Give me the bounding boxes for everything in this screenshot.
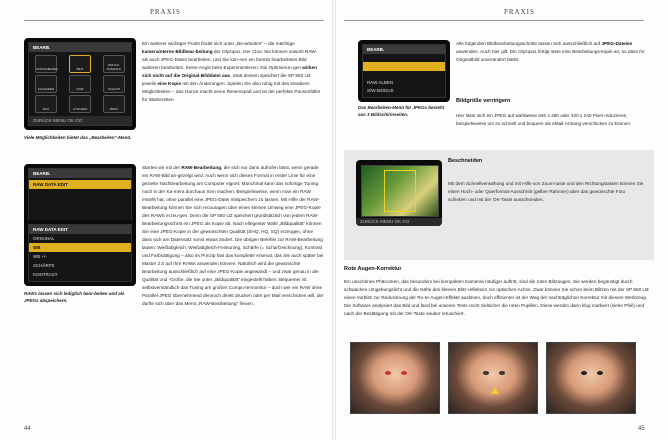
raw-menu-lcd-1 (28, 168, 132, 226)
left-running-head: PRAXIS (150, 8, 181, 16)
crop-icon (35, 55, 57, 73)
redeye-heading: Rote Augen-Korrektur (344, 266, 402, 272)
raw-paragraph: Starten wir mit der RAW-Bearbeitung, die sich nur dann aufrufen lässt, wenn gerade ein RAW-Bild an-gezeigt wird. Auch wenn sich dieses Format in erster Linie für eine gezielte Nachbearbeitung am Computer eignet: Manchmal kann das sofortige Tuning noch in der Ka-mera durchaus Sinn machen. Beispielsweise, wenn man ein RAW erstellt hat, ohne parallel eine JPEG-Datei mitspeichern zu lassen. Mit Hilfe der RAW-Bearbeitung können Sie sich recouragen über einen kleinen Umweg eine JPEG-Kopie des RAWS erzeu-gen. Denn die SP 550 UZ speichert grundsätzlich von jedem RAW-Bearbeitungsschritt ein JPEG als Kopie ab. Nach ellegenter Wahl „Bildqualität“ können Sie eine JPEG-Kopie in der gewünschten Qualität (SHQ, HQ, SQ) erzeugen, ohne dass sich am Datensatz sonst etwas ändert. Die übrigen Befehle zur RAW-Bearbeitung lauten: Weißabgleich, Weißabgleich-Feintuning, Schärfe (= Scharfzeichnung), Kontrast und Farbsättigung – also im Prinzip fast das komplette Arsenal, das Sie auch später bei Master 2.0 auf Ihre RAWs anwenden können. Natürlich wird die gewünschte Bearbeitung ausschließlich auf eine JPEG-Kopie angewandt – und zwar genau in der Qualität und -Größe, die Sie unter „Bildqualität“ eingestellt haben. Bequemer ist selbstverständlich das Tuning am großen Compu-termonitor – doch wer ein RAW ohne Parallel-JPEG übernehmend dennoch direkt drucken oder per Mail verschicken will, der dürfte sich über das Menü „RAW-Bearbeitung“ freuen. (142, 165, 324, 306)
icon-label: KALENDER (37, 87, 55, 91)
crop-frame (384, 170, 416, 212)
delete-icon (69, 95, 91, 113)
raw-icon (69, 75, 91, 93)
print-order-icon (103, 55, 125, 73)
icon-label: MENÜ (109, 107, 119, 111)
fixed-pupil-right (597, 371, 603, 375)
icon-label: SCHUTZ (107, 87, 121, 91)
redeye-photo-before (350, 342, 440, 414)
calendar-icon (35, 75, 57, 93)
detected-pupil-left (483, 371, 489, 375)
arrow-icon (491, 387, 499, 394)
raw-caption: RAWs lassen sich lediglich bear-beiten und als JPEGs abspeichern. (24, 291, 125, 303)
crop-heading: Beschneiden (448, 158, 483, 164)
right-head-rule (344, 20, 644, 21)
icon-label: ZUSCHNEIDEN (36, 67, 58, 71)
jpeg-menu-lcd (362, 44, 446, 98)
left-page (0, 0, 332, 440)
protect-icon (103, 75, 125, 93)
fixed-pupil-left (581, 371, 587, 375)
raw-edit-title: RAW DATA EDIT (29, 225, 131, 234)
raw-edit-row: ORIGINAL (33, 236, 55, 241)
edit-menu-screenshot (24, 38, 136, 130)
jpeg-menu-screenshot (358, 40, 450, 102)
left-page-number: 44 (24, 426, 31, 432)
raw-menu-screenshot-2 (24, 220, 136, 286)
red-pupil-right (401, 371, 407, 375)
icon-label: LÖSCHEN (72, 107, 88, 111)
icon-label: RAW (76, 87, 84, 91)
raw-edit-row-selected: WB (29, 243, 131, 252)
menu-icon (103, 95, 125, 113)
raw-menu-row (29, 200, 131, 209)
crop-footer: ZURÜCK MENU OK GO (356, 218, 442, 226)
left-head-rule (24, 20, 324, 21)
crop-photo (361, 165, 439, 217)
image-icon (69, 55, 91, 73)
detected-pupil-right (499, 371, 505, 375)
redeye-photo-after (546, 342, 636, 414)
jpeg-menu-caption: Das Bearbeiten-Menü für JPEGs besteht aus 3 Bildschirmseiten. (358, 105, 445, 117)
resize-paragraph: Hier lässt sich ein JPEG auf wahlweise 640 x 480 oder 320 x 240 Pixel reduzieren, beispielsweise um es schnell und bequem als eMail-Anhang verschicken zu können. (456, 113, 632, 126)
right-page-number: 45 (638, 426, 645, 432)
jpeg-menu-title: BEARB. (363, 45, 445, 54)
crop-info-box (344, 150, 654, 260)
crop-paragraph: Mit dem Schnellverwähung und mit Hilfe von Zoom-taste und den Richtungstasten können Sie einen Hoch- oder Querformat-Ausschnitt (gelber Rahmen) über das gewünschte Foto schieben und mit der OK-Taste ausschneiden. (448, 181, 644, 202)
edit-menu-lcd (28, 42, 132, 126)
right-running-head: PRAXIS (504, 8, 535, 16)
red-pupil-left (385, 371, 391, 375)
jpeg-menu-row: RAW ALBEN (367, 80, 394, 85)
box-icon (35, 95, 57, 113)
icon-label: BILD (76, 67, 84, 71)
raw-edit-row: WB +/- (33, 254, 47, 259)
redeye-paragraph: Ein unschönes Phänomen, das besonders bei kompakten Kameras häufiger auftritt, sind die roten Blitzaugen. Sie werden begünstigt durch schwaches Umgebungslicht und die Nähe des kleinen Blitz-reflektors zur optischen Achse. Zwar können Sie schon beim Blitzen mit der SP 550 UZ einen Vorblitz zur Reduzierung der Ro-te-Augen-Effekte auslösen, doch effizienter ist der Weg der nachträglichen Korrektur mit diesem Werkzeug. Die Software analysiert das Bild und fand bei unseren Tests recht zielsicher die roten Pupillen. Diese werden dann klug markiert (siehe Pfeil) und nach der Bestätigung mit der OK-Taste sauber retuschiert. (344, 279, 649, 316)
right-page (336, 0, 668, 440)
crop-screenshot (356, 160, 442, 226)
intro-paragraph: Ein weiterer wichtiger Punkt findet sich unter „Be-arbeiten“ – die mächtige kamerainterne Bildbear-beitung der Olympus. Der Clou: Sie können sowohl RAW- als auch JPEG-Daten bearbeiten, und Sie kön-nen ein bereits bearbeitetes Bild weiteren bearbeiten. Keine Angst beim Experimentieren: Die Optimierun-gen wirken sich nicht auf die Original-Bilddatei aus. Statt dessen speichert die SP 550 UZ jeweils eine Kopie mit den Änderungen. Spielen Sie also ruhig mit den kreativen Möglichkeiten – das Ganze macht einen Riesenspaß und ist der perfekte Pausenfüller für Wartezeiten. (142, 41, 321, 102)
jpeg-menu-row: S/W-MODUS (367, 88, 394, 93)
jpeg-intro-paragraph: Alle folgenden Bildbearbeitungsschritte lassen sich ausschließlich auf JPEG-Dateien anwenden. Auch hier gilt: Die Olympus fertigt stets eine Bearbeitungs-kopie an, so dass Ihr Originalbild unverändert bleibt. (456, 41, 645, 62)
redeye-photo-detect (448, 342, 538, 414)
raw-edit-row: SCHÄRFE (33, 263, 55, 268)
edit-menu-caption: Viele Möglichkeiten bietet das „Bearbeiten“-Menü. (24, 135, 132, 140)
raw-menu-lcd-2 (28, 224, 132, 282)
resize-heading: Bildgröße verringern (456, 98, 511, 104)
raw-menu-row (29, 190, 131, 199)
raw-edit-row: KONTRAST (33, 272, 58, 277)
edit-menu-title: BEARB. (29, 43, 131, 52)
icon-label: BOX (42, 107, 50, 111)
raw-data-edit-row: RAW DATA EDIT (29, 180, 131, 189)
raw-menu-title: BEARB. (29, 169, 131, 178)
icon-label: DRUCK-AUSWAHL (106, 63, 122, 71)
edit-menu-footer: ZURÜCK MENU OK GO (29, 116, 131, 125)
